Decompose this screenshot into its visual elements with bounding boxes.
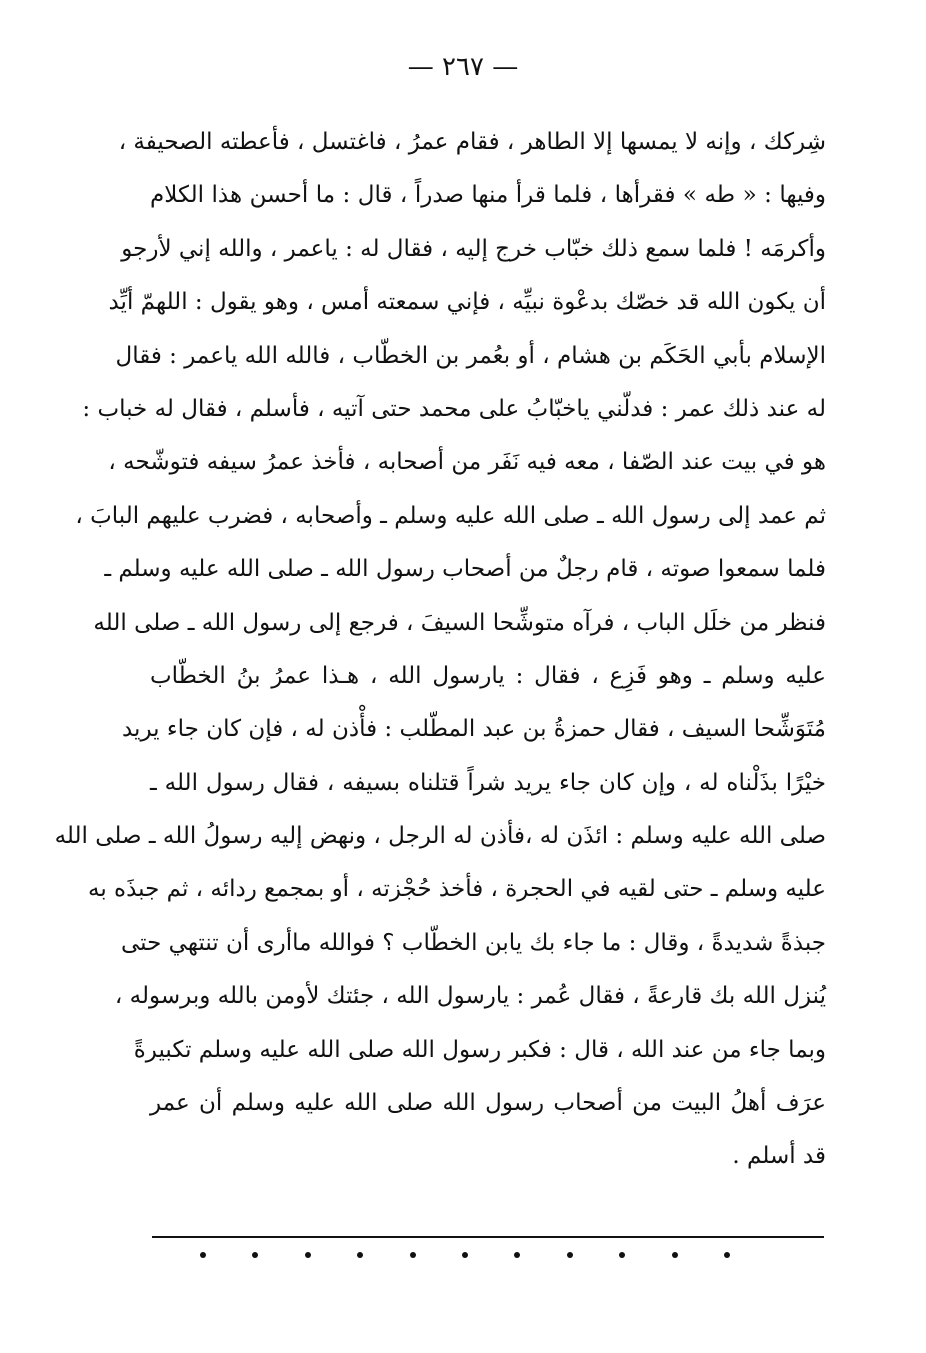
ornament-dot [357, 1252, 363, 1258]
page-number: — ٢٦٧ — [407, 52, 519, 82]
text-line: له عند ذلك عمر : فدلّني ياخبّابُ على محمد حتى آتيه ، فأسلم ، فقال له خباب : [82, 395, 826, 422]
text-line: عليه وسلم ـ وهو فَزِع ، فقال : يارسول الله ، هـذا عمرُ بنُ الخطّاب [150, 662, 826, 689]
text-line: صلى الله عليه وسلم : ائذَن له ،فأذن له الرجل ، ونهض إليه رسولُ الله ـ صلى الله [54, 823, 826, 850]
ornament-dot [410, 1252, 416, 1258]
text-line: عرَف أهلُ البيت من أصحاب رسول الله صلى الله عليه وسلم أن عمر [150, 1090, 826, 1117]
ornament-dot [619, 1252, 625, 1258]
text-line: وأكرمَه ! فلما سمع ذلك خبّاب خرج إليه ، فقال له : ياعمر ، والله إني لأرجو [121, 235, 826, 262]
ornament-dot [305, 1252, 311, 1258]
ornament-dot [724, 1252, 730, 1258]
ornament-dot [672, 1252, 678, 1258]
text-line: هو في بيت عند الصّفا ، معه فيه نَفَر من أصحابه ، فأخذ عمرُ سيفه فتوشّحه ، [108, 449, 826, 476]
text-line: وفيها : « طه » فقرأها ، فلما قرأ منها صدراً ، قال : ما أحسن هذا الكلام [150, 182, 826, 209]
text-line: عليه وسلم ـ حتى لقيه في الحجرة ، فأخذ حُجْزته ، أو بمجمع ردائه ، ثم جبذَه به [88, 876, 826, 903]
ornament-dot [200, 1252, 206, 1258]
text-line: الإسلام بأبي الحَكَم بن هشام ، أو بعُمر بن الخطّاب ، فالله الله ياعمر : فقال [115, 342, 826, 369]
text-line: وبما جاء من عند الله ، قال : فكبر رسول الله صلى الله عليه وسلم تكبيرةً [133, 1036, 826, 1063]
text-line: يُنزل الله بك قارعةً ، فقال عُمر : يارسول الله ، جئتك لأومن بالله وبرسوله ، [114, 983, 826, 1010]
text-line: شِركك ، وإنه لا يمسها إلا الطاهر ، فقام عمرُ ، فاغتسل ، فأعطته الصحيفة ، [118, 129, 826, 155]
text-line: فنظر من خلَل الباب ، فرآه متوشِّحا السيفَ ، فرجع إلى رسول الله ـ صلى الله [93, 609, 826, 636]
text-line: ثم عمد إلى رسول الله ـ صلى الله عليه وسلم ـ وأصحابه ، فضرب عليهم البابَ ، [75, 502, 826, 529]
text-line: أن يكون الله قد خصّك بدعْوة نبيِّه ، فإني سمعته أمس ، وهو يقول : اللهمّ أيِّد [108, 289, 826, 316]
text-line-last: قد أسلم . [732, 1143, 826, 1170]
ornament-dot [252, 1252, 258, 1258]
footer-ornament-dots [200, 1252, 730, 1258]
footer-rule [152, 1236, 824, 1238]
ornament-dot [514, 1252, 520, 1258]
text-line: خيْرًا بذَلْناه له ، وإن كان جاء يريد شراً قتلناه بسيفه ، فقال رسول الله ـ [150, 769, 826, 796]
text-line: جبذةً شديدةً ، وقال : ما جاء بك يابن الخطّاب ؟ فوالله ماأرى أن تنتهي حتى [121, 929, 826, 956]
ornament-dot [567, 1252, 573, 1258]
text-line: فلما سمعوا صوته ، قام رجلٌ من أصحاب رسول الله ـ صلى الله عليه وسلم ـ [104, 556, 826, 583]
text-line: مُتَوَشِّحا السيف ، فقال حمزةُ بن عبد المطّلب : فأْذن له ، فإن كان جاء يريد [121, 716, 826, 743]
ornament-dot [462, 1252, 468, 1258]
body-text [54, 116, 826, 1184]
